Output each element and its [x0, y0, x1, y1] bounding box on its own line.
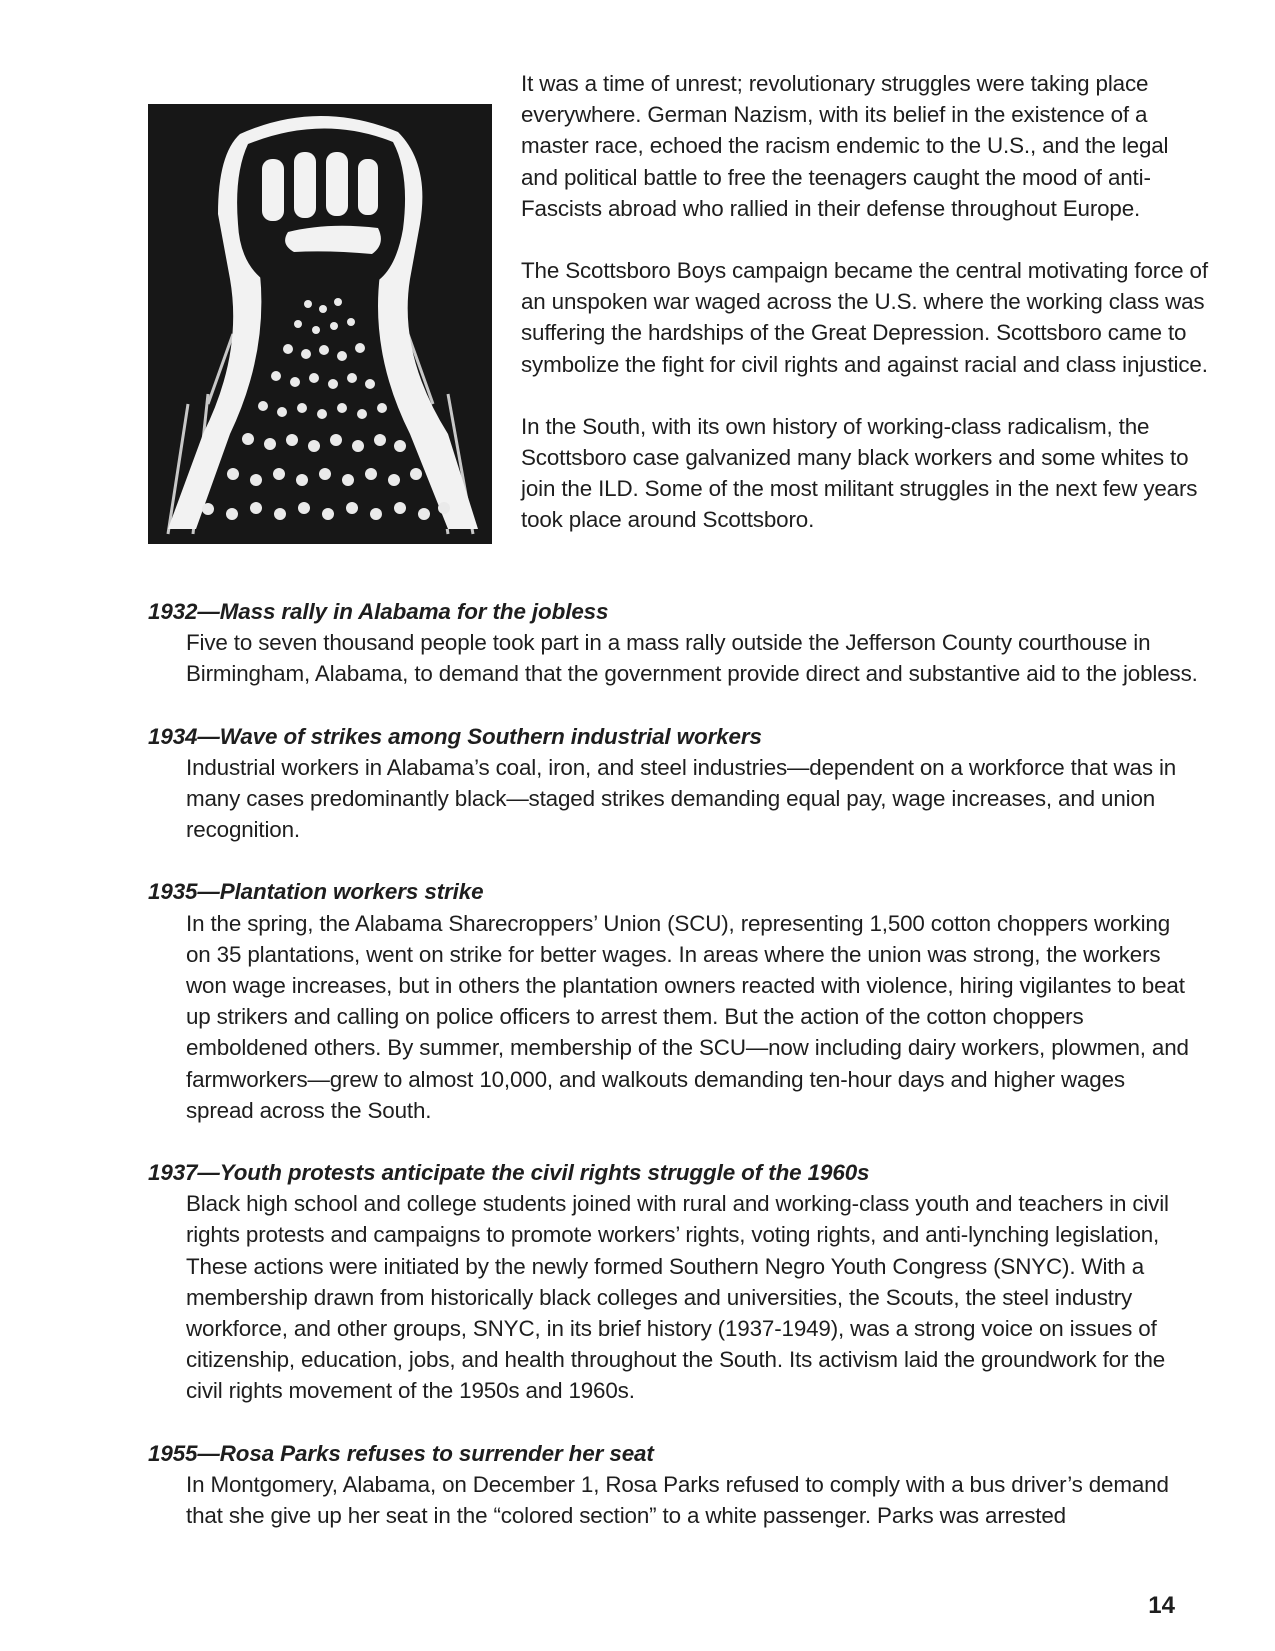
- timeline-entry-title: 1955—Rosa Parks refuses to surrender her seat: [148, 1440, 654, 1466]
- raised-fist-illustration: [148, 104, 492, 544]
- timeline-entry-title: 1935—Plantation workers strike: [148, 879, 484, 905]
- intro-paragraph: The Scottsboro Boys campaign became the central motivating force of an unspoken war waged across the U.S. where the working class was suffering the hardships of the Great Depression. Scottsboro came to symbolize the fight for civil rights and against racial and class injustice.: [521, 258, 1208, 377]
- timeline-entry-body: Five to seven thousand people took part in a mass rally outside the Jefferson County courthouse in Birmingham, Alabama, to demand that the government provide direct and substantive aid to the jobless.: [186, 630, 1198, 687]
- timeline-entry-title: 1937—Youth protests anticipate the civil rights struggle of the 1960s: [148, 1160, 870, 1186]
- timeline-entry-1955: [148, 1438, 1198, 1532]
- timeline-entry-body: In Montgomery, Alabama, on December 1, Rosa Parks refused to comply with a bus driver’s demand that she give up her seat in the “colored section” to a white passenger. Parks was arrested: [186, 1471, 1169, 1529]
- timeline-entry-body: Industrial workers in Alabama’s coal, iron, and steel industries—dependent on a workforce that was in many cases predominantly black—staged strikes demanding equal pay, wage increases, and union recognition.: [186, 754, 1177, 843]
- timeline-entry-body: Black high school and college students joined with rural and working-class youth and teachers in civil rights protests and campaigns to promote workers’ rights, voting rights, and anti-lynching legislation, These actions were initiated by the newly formed Southern Negro Youth Congress (SNYC). With a membership drawn from historically black colleges and universities, the Scouts, the steel industry workforce, and other groups, SNYC, in its brief history (1937-1949), was a strong voice on issues of citizenship, education, jobs, and health throughout the South. Its activism laid the groundwork for the civil rights movement of the 1950s and 1960s.: [186, 1191, 1169, 1404]
- intro-text: [521, 68, 1211, 567]
- intro-paragraph: It was a time of unrest; revolutionary struggles were taking place everywhere. German Nazism, with its belief in the existence of a master race, echoed the racism endemic to the U.S., and the legal and political battle to free the teenagers caught the mood of anti-Fascists abroad who rallied in their defense throughout Europe.: [521, 71, 1169, 221]
- timeline-entry-title: 1932—Mass rally in Alabama for the jobless: [148, 599, 609, 624]
- intro-paragraph: In the South, with its own history of working-class radicalism, the Scottsboro case galvanized many black workers and some whites to join the ILD. Some of the most militant struggles in the next few years took place around Scottsboro.: [521, 413, 1198, 533]
- timeline-entry-1932: [148, 596, 1198, 690]
- timeline-entry-1934: [148, 721, 1198, 846]
- timeline-entry-1935: [148, 876, 1198, 1126]
- timeline-entry-body: In the spring, the Alabama Sharecroppers’ Union (SCU), representing 1,500 cotton choppers working on 35 plantations, went on strike for better wages. In areas where the union was strong, the workers won wage increases, but in others the plantation owners reacted with violence, hiring vigilantes to beat up strikers and calling on police officers to arrest them. But the action of the cotton choppers emboldened others. By summer, membership of the SCU—now including dairy workers, plowmen, and farmworkers—grew to almost 10,000, and walkouts demanding ten-hour days and higher wages spread across the South.: [186, 910, 1189, 1123]
- raised-fist-woodcut-image: [148, 104, 492, 544]
- timeline-entry-title: 1934—Wave of strikes among Southern industrial workers: [148, 723, 762, 749]
- timeline-entry-1937: [148, 1157, 1198, 1407]
- timeline-list: [148, 596, 1198, 1562]
- page-number: 14: [1148, 1592, 1175, 1619]
